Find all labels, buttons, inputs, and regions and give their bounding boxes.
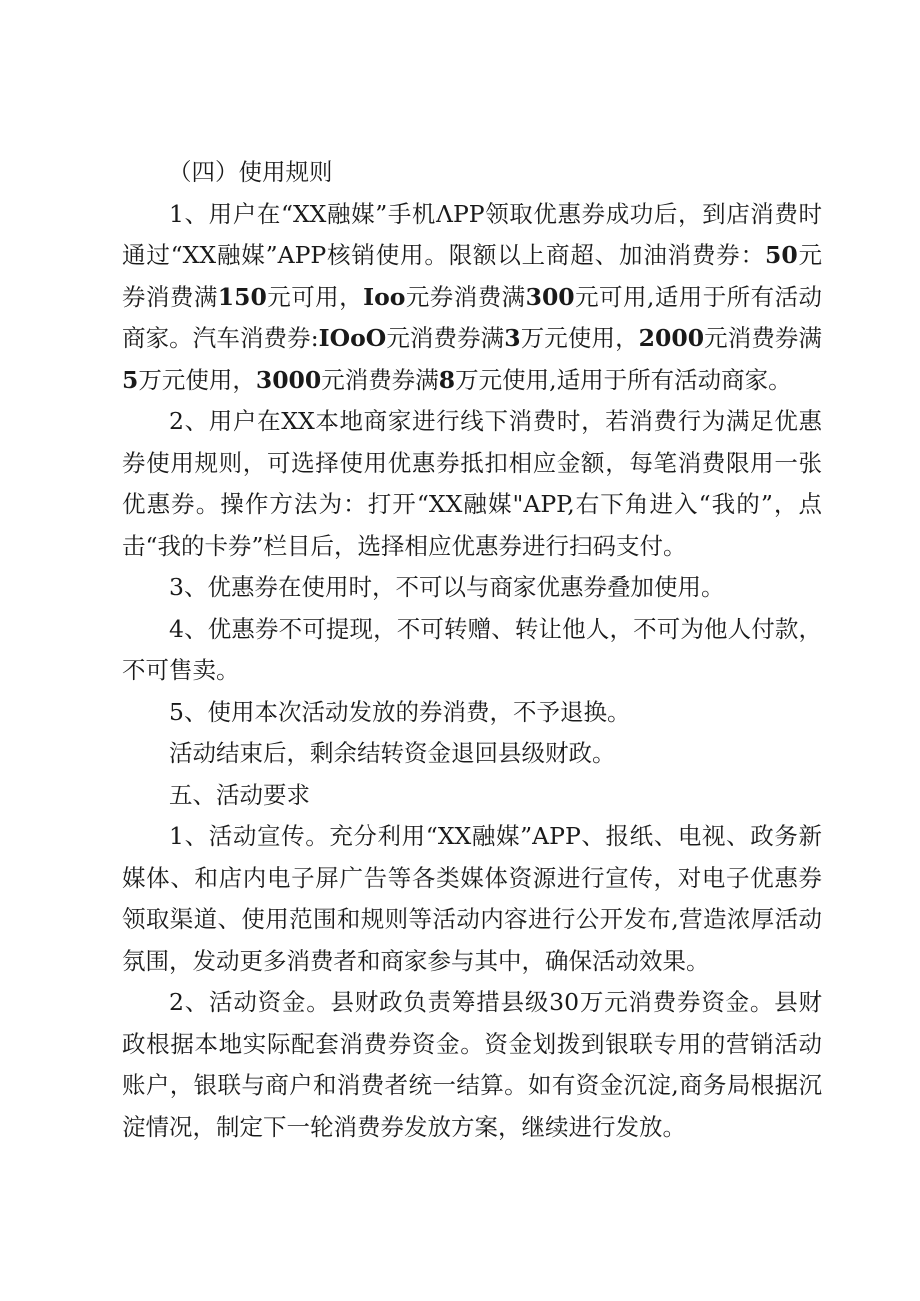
rule1-amount: 150 — [217, 282, 267, 311]
rule1-text: 元券消费满 — [405, 282, 526, 311]
requirement-paragraph-2: 2、活动资金。县财政负责筹措县级30万元消费券资金。县财政根据本地实际配套消费券资金。资金划拨到银联专用的营销活动账户，银联与商户和消费者统一结算。如有资金沉淀,商务局根据沉淀情况，制定下一轮消费券发放方案，继续进行发放。 — [122, 988, 822, 1141]
rule-paragraph-2: 2、用户在XX本地商家进行线下消费时，若消费行为满足优惠券使用规则，可选择使用优惠券抵扣相应金额，每笔消费限用一张优惠券。操作方法为：打开“XX融媒"APP,右下角进入“我的”，点击“我的卡券”栏目后，选择相应优惠券进行扫码支付。 — [122, 407, 822, 560]
rule-paragraph-5: 5、使用本次活动发放的券消费，不予退换。 — [169, 697, 631, 726]
rule1-text: 元消费券满 — [386, 324, 505, 352]
rule-paragraph-1 — [122, 194, 822, 402]
rule1-text: 万元使用， — [138, 365, 256, 394]
rule1-amount: 8 — [438, 365, 456, 394]
rule1-text: 元可用， — [266, 282, 364, 311]
rule-paragraph-3: 3、优惠券在使用时，不可以与商家优惠券叠加使用。 — [169, 573, 725, 601]
rule1-amount: 2000 — [638, 324, 705, 352]
rule1-amount: 300 — [525, 282, 575, 311]
rule1-text: 元消费券满 — [321, 365, 439, 394]
rule1-amount: IOoO — [318, 324, 387, 352]
rule-paragraph-4: 4、优惠券不可提现，不可转赠、转让他人，不可为他人付款，不可售卖。 — [122, 614, 822, 684]
rule1-text: 万元使用， — [520, 324, 639, 352]
rule1-amount: 3 — [504, 324, 521, 352]
section-heading-usage-rules: （四）使用规则 — [168, 158, 333, 186]
rule1-text: 元可用,适用于所有活动商家。汽车消费券: — [122, 282, 823, 352]
end-note-paragraph: 活动结束后，剩余结转资金退回县级财政。 — [169, 739, 616, 767]
section-heading-requirements: 五、活动要求 — [169, 780, 310, 809]
rule1-amount: 3000 — [255, 365, 322, 394]
rule1-amount: 5 — [122, 365, 139, 394]
requirement-paragraph-1: 1、活动宣传。充分利用“XX融媒”APP、报纸、电视、政务新媒体、和店内电子屏广告等各类媒体资源进行宣传，对电子优惠券领取渠道、使用范围和规则等活动内容进行公开发布,营造浓厚活动氛围，发动更多消费者和商家参与其中，确保活动效果。 — [122, 822, 822, 975]
rule1-amount: 50 — [764, 241, 798, 269]
document-body — [122, 152, 822, 1148]
rule1-text: 元券消费满 — [122, 241, 822, 311]
rule1-text: 1、用户在“XX融媒”手机ΛPP领取优惠券成功后，到店消费时通过“XX融媒”APP核销使用。限额以上商超、加油消费券： — [122, 199, 822, 269]
rule1-amount: Ioo — [363, 282, 406, 311]
rule1-text: 元消费券满 — [704, 324, 823, 352]
rule1-text: 万元使用,适用于所有活动商家。 — [455, 365, 792, 394]
